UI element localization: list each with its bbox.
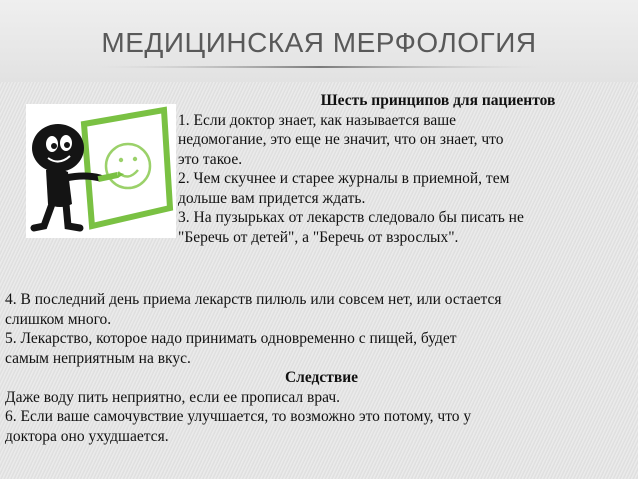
principle-6-line-1: 6. Если ваше самочувствие улучшается, то возможно это потому, что у — [5, 408, 472, 425]
principles-top — [178, 91, 638, 247]
principle-5-line-2: самым неприятным на вкус. — [5, 349, 191, 367]
principle-1-line-2: недомогание, это еще не значит, что он знает, что — [178, 131, 504, 148]
principle-3-line-2: "Беречь от детей", а "Беречь от взрослых". — [178, 228, 459, 246]
illustration — [26, 104, 176, 238]
slide-title: МЕДИЦИНСКАЯ МЕРФОЛОГИЯ — [101, 27, 537, 58]
principle-1-line-3: это такое. — [178, 150, 243, 168]
principle-2-line-1: 2. Чем скучнее и старее журналы в приемной, тем — [178, 170, 510, 187]
principle-5-line-1: 5. Лекарство, которое надо принимать одновременно с пищей, будет — [5, 330, 457, 347]
consequence-text: Даже воду пить неприятно, если ее прописал врач. — [5, 388, 341, 406]
principle-1-line-1: 1. Если доктор знает, как называется ваше — [178, 111, 457, 129]
principle-6-line-2: доктора оно ухудшается. — [5, 427, 169, 445]
principles-heading: Шесть принципов для пациентов — [320, 92, 556, 109]
principle-4-line-2: слишком много. — [5, 310, 112, 328]
principles-bottom — [5, 290, 638, 446]
consequence-heading: Следствие — [284, 369, 359, 386]
principle-2-line-2: дольше вам придется ждать. — [178, 189, 366, 207]
title-underline — [94, 60, 544, 74]
character-drawing-smiley-icon — [26, 104, 176, 238]
principle-4-line-1: 4. В последний день приема лекарств пилюль или совсем нет, или остается — [5, 291, 502, 308]
principle-3-line-1: 3. На пузырьках от лекарств следовало бы писать не — [178, 209, 524, 226]
